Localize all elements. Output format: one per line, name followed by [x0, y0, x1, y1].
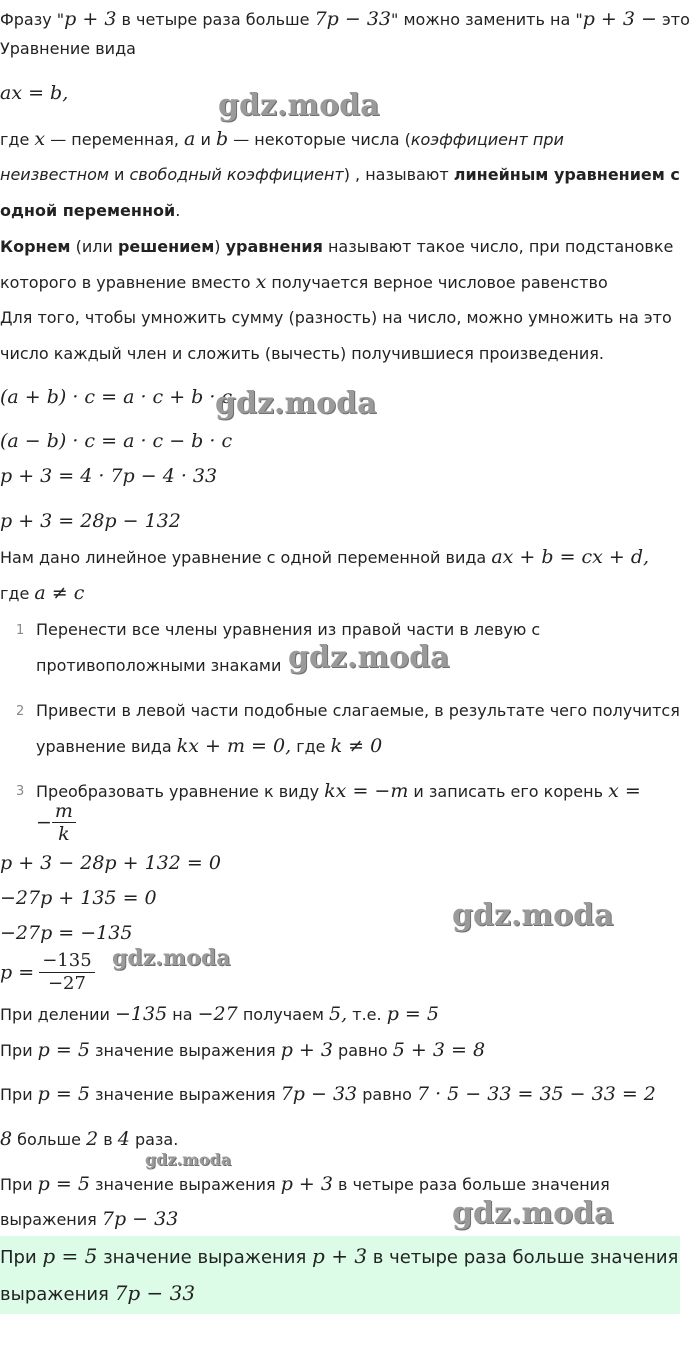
ax-b-formula: ax = b,	[0, 82, 69, 104]
answer-line-1: При p = 5 значение выражения p + 3 в четыре раза больше значения	[0, 1244, 679, 1268]
intro-line: Фразу "p + 3 в четыре раза больше 7p − 33" можно заменить на "p + 3 − это	[0, 8, 690, 30]
mult-line-2: число каждый член и сложить (вычесть) получившиеся произведения.	[0, 344, 604, 363]
watermark: gdz.moda	[452, 1196, 614, 1231]
solution-step-4: p = $\frac{-135}{-27}$	[0, 950, 95, 995]
formula-sum: (a + b) · c = a · c + b · c	[0, 386, 233, 408]
solution-step-2: −27p + 135 = 0	[0, 887, 157, 909]
step-1-line-1: Перенести все члены уравнения из правой части в левую с	[36, 620, 541, 639]
mult-line-1: Для того, чтобы умножить сумму (разность) на число, можно умножить на это	[0, 308, 672, 327]
step-1-line-2: противоположными знаками	[36, 656, 282, 675]
formula-diff: (a − b) · c = a · c − b · c	[0, 430, 233, 452]
watermark: gdz.moda	[452, 898, 614, 933]
conclusion-line-2: выражения 7p − 33	[0, 1208, 179, 1230]
solution-step-1: p + 3 − 28p + 132 = 0	[0, 852, 221, 874]
step-number: 3	[16, 784, 25, 799]
solution-step-3: −27p = −135	[0, 922, 133, 944]
given-line-1: Нам дано линейное уравнение с одной переменной вида ax + b = cx + d,	[0, 546, 650, 568]
watermark: gdz.moda	[218, 88, 380, 123]
equation-expanded: p + 3 = 4 · 7p − 4 · 33	[0, 465, 218, 487]
conclusion-line-1: При p = 5 значение выражения p + 3 в четыре раза больше значения	[0, 1173, 610, 1195]
definition-line-2: неизвестном и свободный коэффициент) , называют линейным уравнением с	[0, 165, 680, 184]
given-line-2: где a ≠ c	[0, 582, 85, 604]
step-number: 1	[16, 623, 25, 638]
step-3-fraction: − $\frac{m}{k}$	[36, 800, 76, 845]
step-2-line-1: Привести в левой части подобные слагаемые, в результате чего получится	[36, 701, 680, 720]
watermark: gdz.moda	[112, 945, 231, 971]
watermark: gdz.moda	[215, 386, 377, 421]
definition-line-1: где x — переменная, a и b — некоторые числа (коэффициент при	[0, 128, 564, 150]
watermark: gdz.moda	[288, 640, 450, 675]
definition-line-3: одной переменной.	[0, 201, 181, 220]
root-line-1: Корнем (или решением) уравнения называют такое число, при подстановке	[0, 237, 674, 256]
equation-simplified: p + 3 = 28p − 132	[0, 510, 181, 532]
eq-type-line: Уравнение вида	[0, 39, 136, 58]
root-line-2: которого в уравнение вместо x получается верное числовое равенство	[0, 271, 608, 293]
value-line-1: При p = 5 значение выражения p + 3 равно 5 + 3 = 8	[0, 1039, 486, 1061]
value-line-2: При p = 5 значение выражения 7p − 33 равно 7 · 5 − 33 = 35 − 33 = 2	[0, 1083, 656, 1105]
step-3-line-1: Преобразовать уравнение к виду kx = −m и записать его корень x =	[36, 780, 641, 802]
answer-line-2: выражения 7p − 33	[0, 1281, 196, 1305]
comparison-line: 8 больше 2 в 4 раза.	[0, 1128, 179, 1150]
division-line: При делении −135 на −27 получаем 5, т.е. p = 5	[0, 1003, 439, 1025]
step-2-line-2: уравнение вида kx + m = 0, где k ≠ 0	[36, 735, 383, 757]
step-number: 2	[16, 704, 25, 719]
watermark: gdz.moda	[145, 1150, 232, 1169]
